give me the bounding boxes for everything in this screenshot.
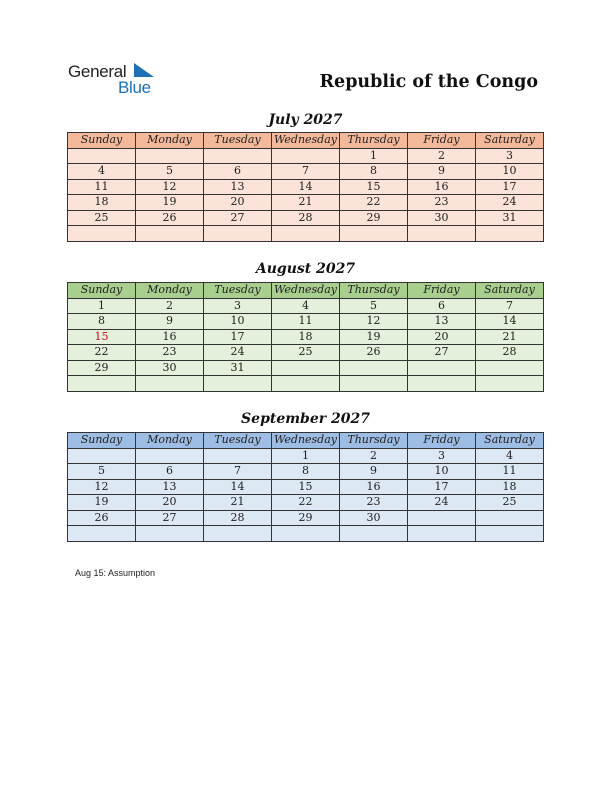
day-cell: 21 [204, 495, 272, 511]
empty-day-cell [136, 148, 204, 164]
calendar-august [67, 282, 544, 392]
day-cell: 6 [204, 164, 272, 180]
empty-day-cell [136, 376, 204, 392]
empty-day-cell [204, 448, 272, 464]
day-cell: 20 [136, 495, 204, 511]
week-row [68, 329, 544, 345]
weekday-header-sunday: Sunday [68, 433, 136, 449]
day-cell: 1 [272, 448, 340, 464]
weekday-header-row [68, 283, 544, 299]
empty-day-cell [476, 510, 544, 526]
empty-day-cell [476, 360, 544, 376]
day-cell: 21 [476, 329, 544, 345]
day-cell: 26 [340, 345, 408, 361]
weekday-header-row [68, 133, 544, 149]
day-cell: 22 [340, 195, 408, 211]
weekday-header-sunday: Sunday [68, 283, 136, 299]
day-cell: 24 [408, 495, 476, 511]
day-cell: 4 [68, 164, 136, 180]
day-cell: 9 [340, 464, 408, 480]
day-cell: 27 [204, 210, 272, 226]
day-cell: 10 [476, 164, 544, 180]
day-cell: 25 [272, 345, 340, 361]
day-cell: 9 [136, 314, 204, 330]
empty-day-cell [408, 510, 476, 526]
day-cell: 1 [340, 148, 408, 164]
day-cell: 13 [408, 314, 476, 330]
day-cell: 3 [476, 148, 544, 164]
day-cell: 26 [136, 210, 204, 226]
empty-day-cell [68, 526, 136, 542]
weekday-header-saturday: Saturday [476, 283, 544, 299]
holiday-note: Aug 15: Assumption [75, 568, 156, 578]
day-cell: 17 [408, 479, 476, 495]
empty-day-cell [408, 526, 476, 542]
day-cell: 17 [204, 329, 272, 345]
day-cell: 13 [204, 179, 272, 195]
day-cell: 8 [272, 464, 340, 480]
weekday-header-wednesday: Wednesday [272, 433, 340, 449]
day-cell: 16 [340, 479, 408, 495]
day-cell: 29 [340, 210, 408, 226]
weekday-header-friday: Friday [408, 433, 476, 449]
day-cell: 9 [408, 164, 476, 180]
day-cell: 19 [136, 195, 204, 211]
logo-triangle-icon [134, 63, 154, 79]
empty-day-cell [272, 360, 340, 376]
week-row [68, 164, 544, 180]
day-cell: 30 [136, 360, 204, 376]
day-cell: 16 [136, 329, 204, 345]
weekday-header-tuesday: Tuesday [204, 433, 272, 449]
day-cell: 4 [476, 448, 544, 464]
empty-day-cell [340, 376, 408, 392]
day-cell: 12 [136, 179, 204, 195]
day-cell: 8 [68, 314, 136, 330]
logo-general-text: General [68, 62, 127, 81]
day-cell: 28 [204, 510, 272, 526]
empty-day-cell [340, 526, 408, 542]
weekday-header-thursday: Thursday [340, 433, 408, 449]
day-cell: 18 [272, 329, 340, 345]
empty-day-cell [272, 148, 340, 164]
empty-day-cell [476, 526, 544, 542]
weekday-header-tuesday: Tuesday [204, 283, 272, 299]
day-cell: 14 [204, 479, 272, 495]
logo-blue-text: Blue [118, 78, 151, 97]
weekday-header-saturday: Saturday [476, 133, 544, 149]
week-row [68, 464, 544, 480]
day-cell: 28 [272, 210, 340, 226]
empty-day-cell [136, 226, 204, 242]
day-cell: 25 [476, 495, 544, 511]
empty-day-cell [204, 148, 272, 164]
day-cell: 5 [136, 164, 204, 180]
week-row [68, 448, 544, 464]
day-cell: 23 [136, 345, 204, 361]
day-cell: 11 [476, 464, 544, 480]
day-cell: 30 [408, 210, 476, 226]
holiday-notes [75, 568, 155, 578]
empty-day-cell [408, 226, 476, 242]
day-cell: 25 [68, 210, 136, 226]
day-cell: 29 [68, 360, 136, 376]
empty-day-cell [408, 376, 476, 392]
month-title-august: August 2027 [255, 261, 356, 277]
day-cell: 2 [136, 298, 204, 314]
empty-day-cell [68, 448, 136, 464]
week-row [68, 510, 544, 526]
holiday-day-cell: 15 [68, 329, 136, 345]
weekday-header-thursday: Thursday [340, 283, 408, 299]
weekday-header-monday: Monday [136, 133, 204, 149]
day-cell: 15 [340, 179, 408, 195]
empty-day-cell [272, 376, 340, 392]
week-row [68, 195, 544, 211]
empty-day-cell [136, 448, 204, 464]
weekday-header-wednesday: Wednesday [272, 283, 340, 299]
day-cell: 12 [68, 479, 136, 495]
weekday-header-tuesday: Tuesday [204, 133, 272, 149]
empty-day-cell [272, 526, 340, 542]
day-cell: 19 [340, 329, 408, 345]
empty-day-cell [476, 226, 544, 242]
week-row [68, 314, 544, 330]
day-cell: 28 [476, 345, 544, 361]
empty-day-cell [476, 376, 544, 392]
week-row [68, 226, 544, 242]
day-cell: 5 [340, 298, 408, 314]
empty-day-cell [340, 226, 408, 242]
weekday-header-saturday: Saturday [476, 433, 544, 449]
empty-day-cell [272, 226, 340, 242]
day-cell: 17 [476, 179, 544, 195]
day-cell: 23 [408, 195, 476, 211]
weekday-header-monday: Monday [136, 433, 204, 449]
day-cell: 27 [136, 510, 204, 526]
weekday-header-sunday: Sunday [68, 133, 136, 149]
empty-day-cell [68, 226, 136, 242]
empty-day-cell [204, 376, 272, 392]
weekday-header-monday: Monday [136, 283, 204, 299]
day-cell: 20 [408, 329, 476, 345]
day-cell: 24 [476, 195, 544, 211]
day-cell: 14 [272, 179, 340, 195]
day-cell: 3 [408, 448, 476, 464]
week-row [68, 210, 544, 226]
day-cell: 26 [68, 510, 136, 526]
day-cell: 15 [272, 479, 340, 495]
weekday-header-row [68, 433, 544, 449]
day-cell: 8 [340, 164, 408, 180]
calendar-july [67, 132, 544, 242]
empty-day-cell [68, 148, 136, 164]
day-cell: 11 [272, 314, 340, 330]
day-cell: 30 [340, 510, 408, 526]
empty-day-cell [340, 360, 408, 376]
day-cell: 3 [204, 298, 272, 314]
country-title: Republic of the Congo [319, 72, 538, 92]
empty-day-cell [136, 526, 204, 542]
month-title-july: July 2027 [268, 112, 343, 128]
day-cell: 21 [272, 195, 340, 211]
day-cell: 31 [476, 210, 544, 226]
day-cell: 18 [476, 479, 544, 495]
day-cell: 24 [204, 345, 272, 361]
week-row [68, 345, 544, 361]
empty-day-cell [204, 226, 272, 242]
weekday-header-wednesday: Wednesday [272, 133, 340, 149]
day-cell: 2 [408, 148, 476, 164]
day-cell: 10 [408, 464, 476, 480]
logo [68, 60, 168, 100]
weekday-header-friday: Friday [408, 133, 476, 149]
week-row [68, 360, 544, 376]
week-row [68, 179, 544, 195]
weekday-header-thursday: Thursday [340, 133, 408, 149]
day-cell: 6 [408, 298, 476, 314]
day-cell: 22 [68, 345, 136, 361]
day-cell: 5 [68, 464, 136, 480]
week-row [68, 376, 544, 392]
week-row [68, 526, 544, 542]
week-row [68, 298, 544, 314]
day-cell: 12 [340, 314, 408, 330]
day-cell: 11 [68, 179, 136, 195]
day-cell: 31 [204, 360, 272, 376]
week-row [68, 495, 544, 511]
day-cell: 1 [68, 298, 136, 314]
day-cell: 29 [272, 510, 340, 526]
day-cell: 6 [136, 464, 204, 480]
day-cell: 10 [204, 314, 272, 330]
empty-day-cell [68, 376, 136, 392]
day-cell: 7 [476, 298, 544, 314]
day-cell: 18 [68, 195, 136, 211]
weekday-header-friday: Friday [408, 283, 476, 299]
day-cell: 14 [476, 314, 544, 330]
week-row [68, 479, 544, 495]
day-cell: 13 [136, 479, 204, 495]
day-cell: 16 [408, 179, 476, 195]
day-cell: 2 [340, 448, 408, 464]
calendar-september [67, 432, 544, 542]
day-cell: 20 [204, 195, 272, 211]
month-title-september: September 2027 [241, 411, 370, 427]
day-cell: 23 [340, 495, 408, 511]
week-row [68, 148, 544, 164]
day-cell: 7 [272, 164, 340, 180]
day-cell: 22 [272, 495, 340, 511]
day-cell: 27 [408, 345, 476, 361]
empty-day-cell [204, 526, 272, 542]
day-cell: 7 [204, 464, 272, 480]
day-cell: 19 [68, 495, 136, 511]
empty-day-cell [408, 360, 476, 376]
day-cell: 4 [272, 298, 340, 314]
